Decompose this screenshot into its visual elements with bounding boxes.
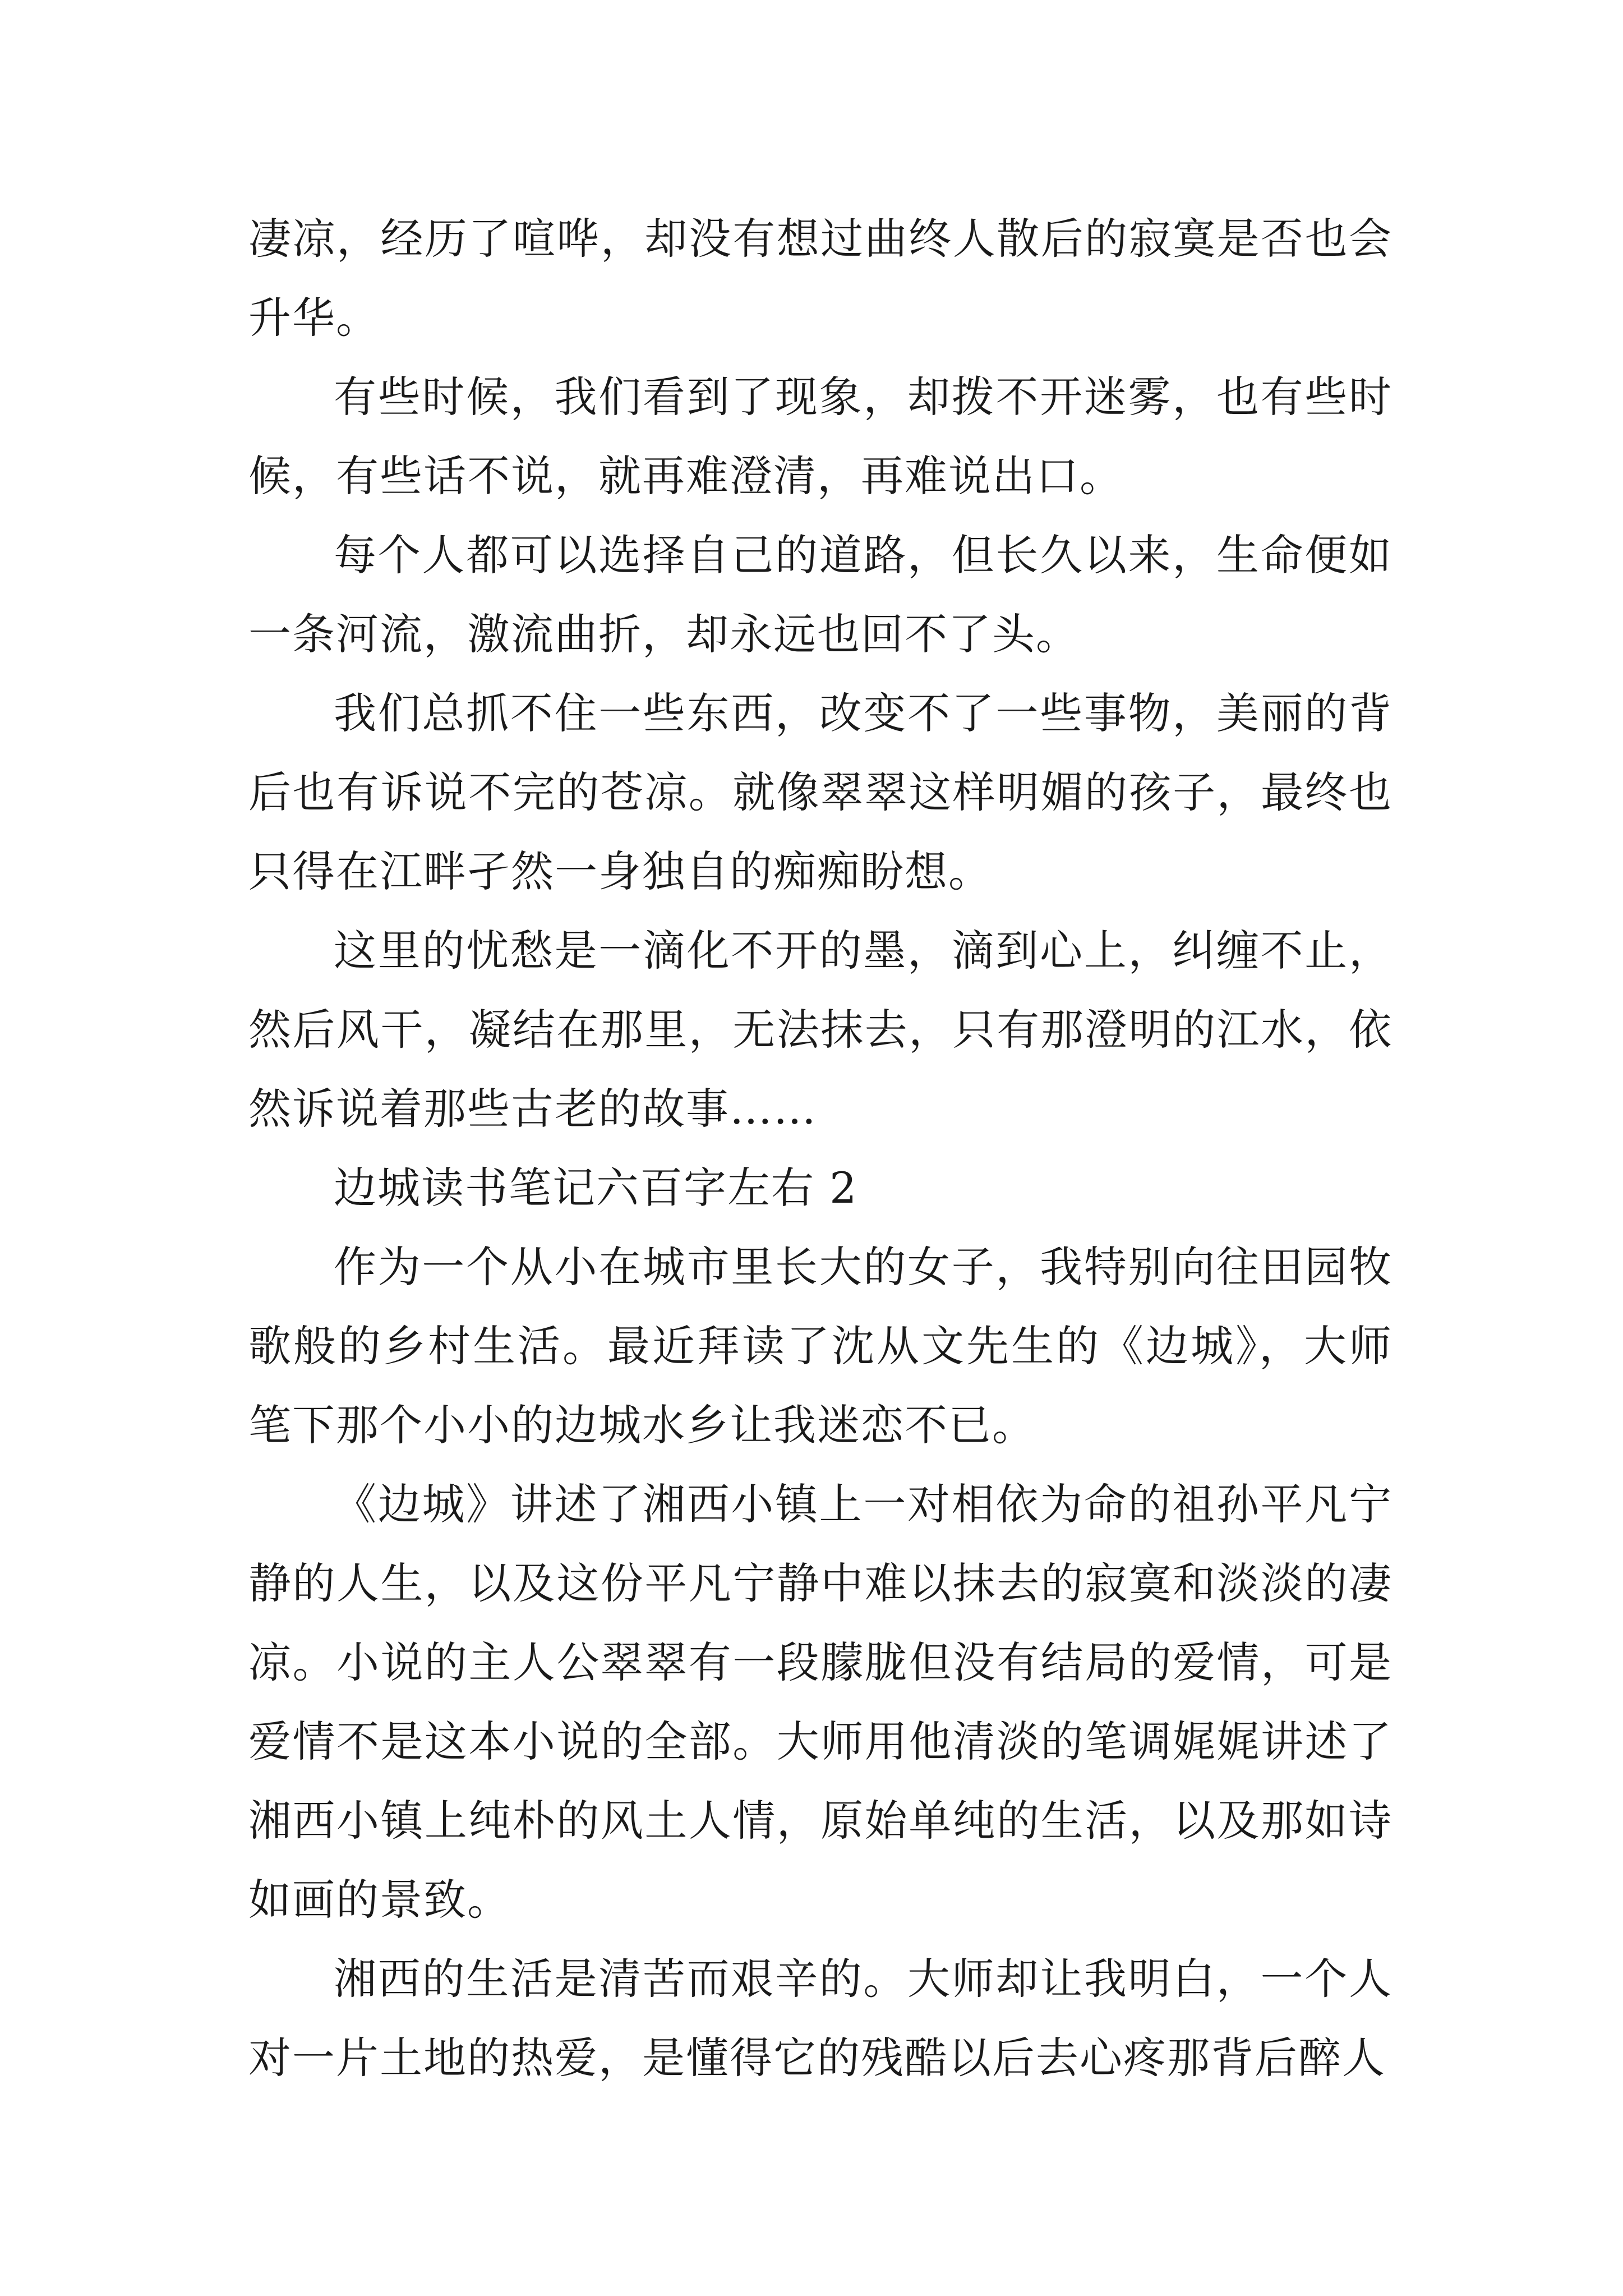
paragraph-continued: 凄凉，经历了喧哗，却没有想过曲终人散后的寂寞是否也会升华。 (248, 214, 1393, 343)
paragraph: 湘西的生活是清苦而艰辛的。大师却让我明白，一个人对一片土地的热爱，是懂得它的残酷以后去心疼那背后醉人 (248, 1954, 1393, 2083)
paragraph: 作为一个从小在城市里长大的女子，我特别向往田园牧歌般的乡村生活。最近拜读了沈从文先生的《边城》，大师笔下那个小小的边城水乡让我迷恋不已。 (248, 1242, 1393, 1450)
section-heading: 边城读书笔记六百字左右 2 (334, 1163, 858, 1213)
paragraph: 这里的忧愁是一滴化不开的墨，滴到心上，纠缠不止，然后风干，凝结在那里，无法抹去，只有那澄明的江水，依然诉说着那些古老的故事…… (248, 926, 1393, 1134)
paragraph: 每个人都可以选择自己的道路，但长久以来，生命便如一条河流，激流曲折，却永远也回不了头。 (248, 530, 1393, 659)
paragraph: 有些时候，我们看到了现象，却拨不开迷雾，也有些时候，有些话不说，就再难澄清，再难说出口。 (248, 372, 1393, 501)
paragraph: 《边城》讲述了湘西小镇上一对相依为命的祖孙平凡宁静的人生，以及这份平凡宁静中难以抹去的寂寞和淡淡的凄凉。小说的主人公翠翠有一段朦胧但没有结局的爱情，可是爱情不是这本小说的全部。大师用他清淡的笔调娓娓讲述了湘西小镇上纯朴的风土人情，原始单纯的生活，以及那如诗如画的景致。 (248, 1479, 1393, 1925)
paragraph: 我们总抓不住一些东西，改变不了一些事物，美丽的背后也有诉说不完的苍凉。就像翠翠这样明媚的孩子，最终也只得在江畔孑然一身独自的痴痴盼想。 (248, 688, 1393, 896)
document-body (248, 199, 1393, 2097)
